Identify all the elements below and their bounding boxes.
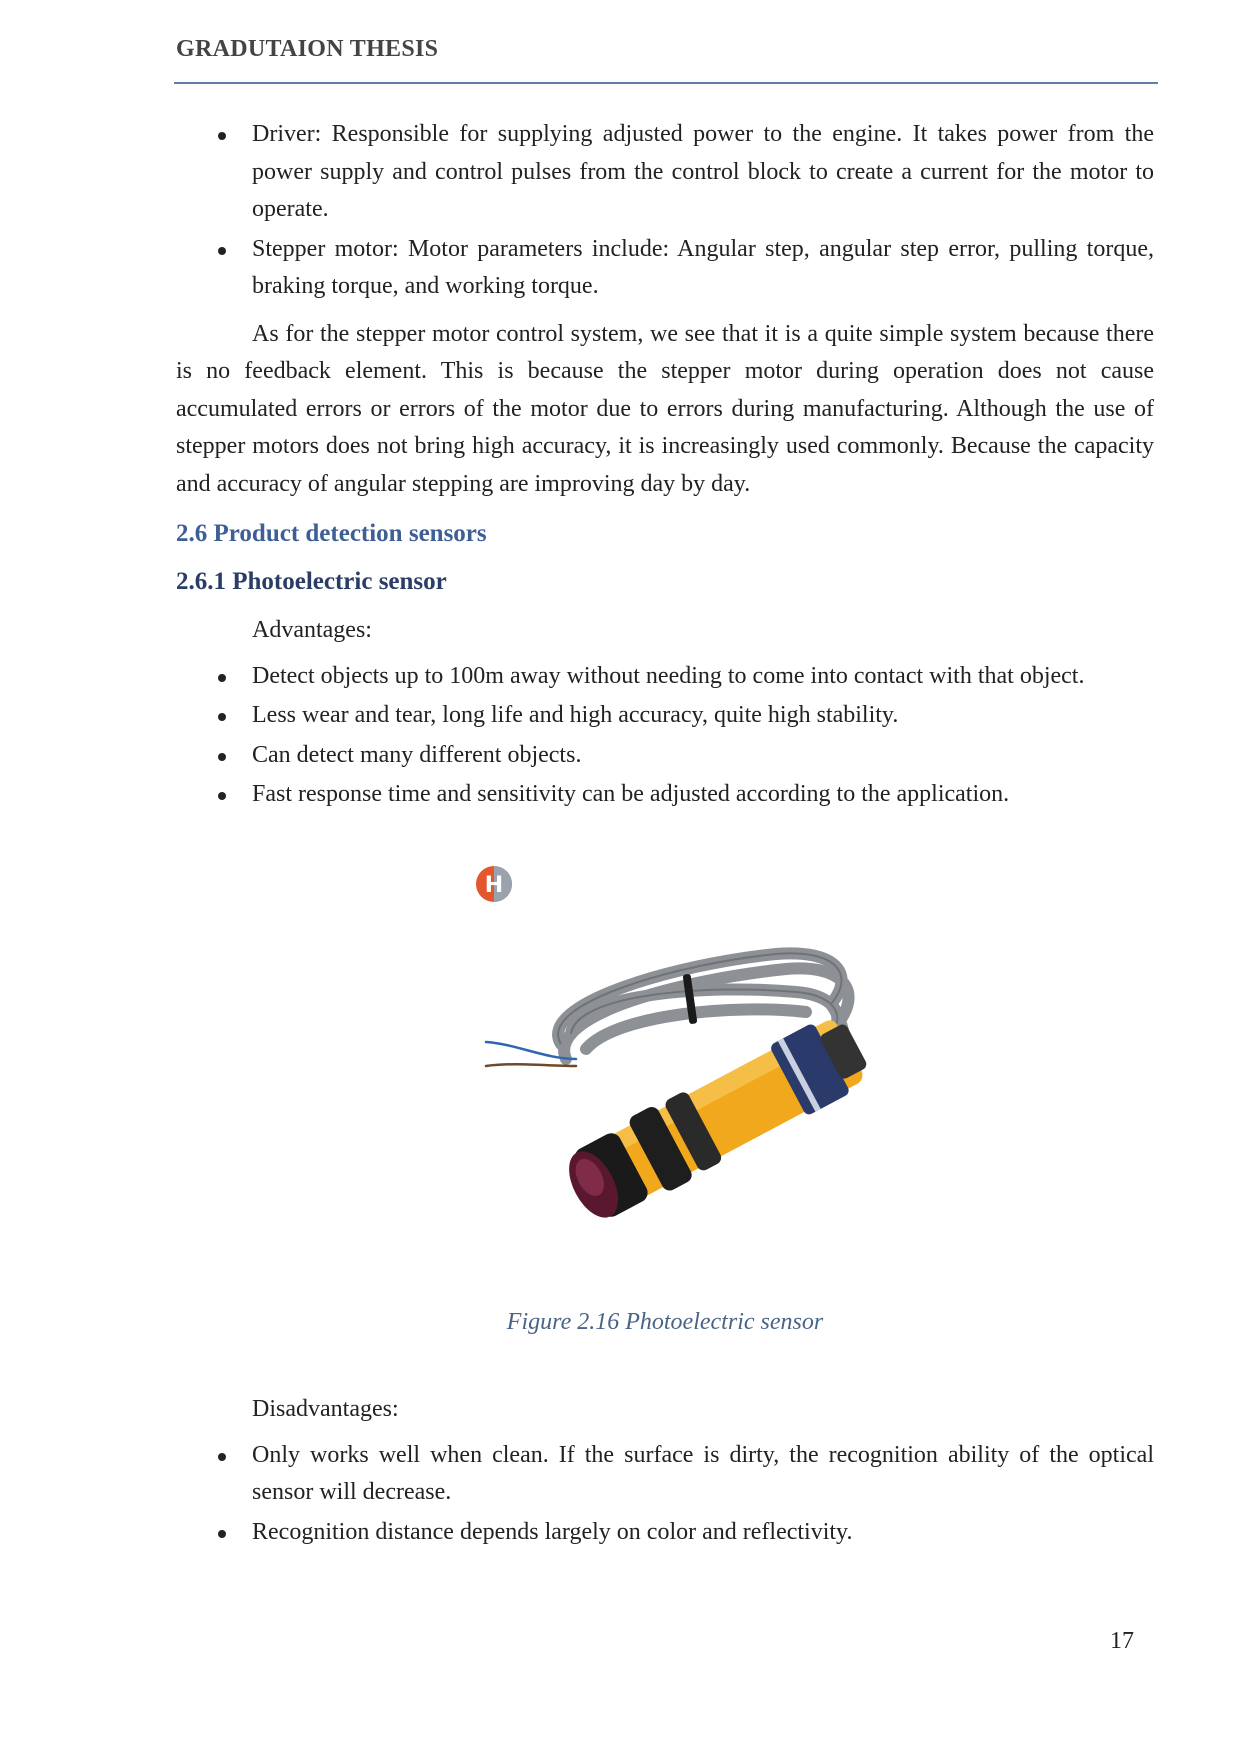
list-item: Less wear and tear, long life and high accuracy, quite high stability. [176, 697, 1154, 735]
section-heading: 2.6 Product detection sensors [176, 520, 487, 547]
disadvantages-label: Disadvantages: [252, 1396, 399, 1422]
list-item: Recognition distance depends largely on color and reflectivity. [176, 1514, 1154, 1552]
list-item: Detect objects up to 100m away without needing to come into contact with that object. [176, 658, 1154, 696]
subsection-heading: 2.6.1 Photoelectric sensor [176, 567, 447, 595]
advantages-label: Advantages: [252, 617, 372, 643]
bullet-icon [218, 1453, 226, 1461]
page-content [176, 116, 1154, 1551]
brand-logo-icon [476, 866, 512, 902]
disadvantages-list [176, 1437, 1154, 1552]
header-divider [174, 82, 1158, 84]
list-item: Driver: Responsible for supplying adjusted power to the engine. It takes power from the power supply and control pulses from the control block to create a current for the motor to operate. [176, 116, 1154, 229]
body-paragraph: As for the stepper motor control system, we see that it is a quite simple system because there is no feedback element. This is because the stepper motor during operation does not cause accumulated errors or errors of the motor due to errors during manufacturing. Although the use of stepper motors does not bring high accuracy, it is increasingly used commonly. Because the capacity and accuracy of angular stepping are improving day by day. [176, 320, 1154, 497]
bullet-icon [218, 674, 226, 682]
figure-caption: Figure 2.16 Photoelectric sensor [506, 1308, 824, 1335]
bullet-icon [218, 247, 226, 255]
advantages-list [176, 658, 1154, 814]
page-number: 17 [1110, 1628, 1134, 1654]
figure [176, 844, 1154, 1304]
bullet-icon [218, 713, 226, 721]
intro-bullet-list [176, 116, 1154, 306]
page-header-title: GRADUTAION THESIS [176, 36, 439, 62]
list-item: Can detect many different objects. [176, 737, 1154, 775]
list-item: Only works well when clean. If the surface is dirty, the recognition ability of the optical sensor will decrease. [176, 1437, 1154, 1512]
bullet-icon [218, 792, 226, 800]
bullet-icon [218, 753, 226, 761]
photoelectric-sensor-image [476, 844, 876, 1224]
svg-text:H: H [484, 872, 504, 898]
list-item: Stepper motor: Motor parameters include: Angular step, angular step error, pulling torque, braking torque, and working torque. [176, 231, 1154, 306]
bullet-icon [218, 1530, 226, 1538]
bullet-icon [218, 132, 226, 140]
list-item: Fast response time and sensitivity can be adjusted according to the application. [176, 776, 1154, 814]
